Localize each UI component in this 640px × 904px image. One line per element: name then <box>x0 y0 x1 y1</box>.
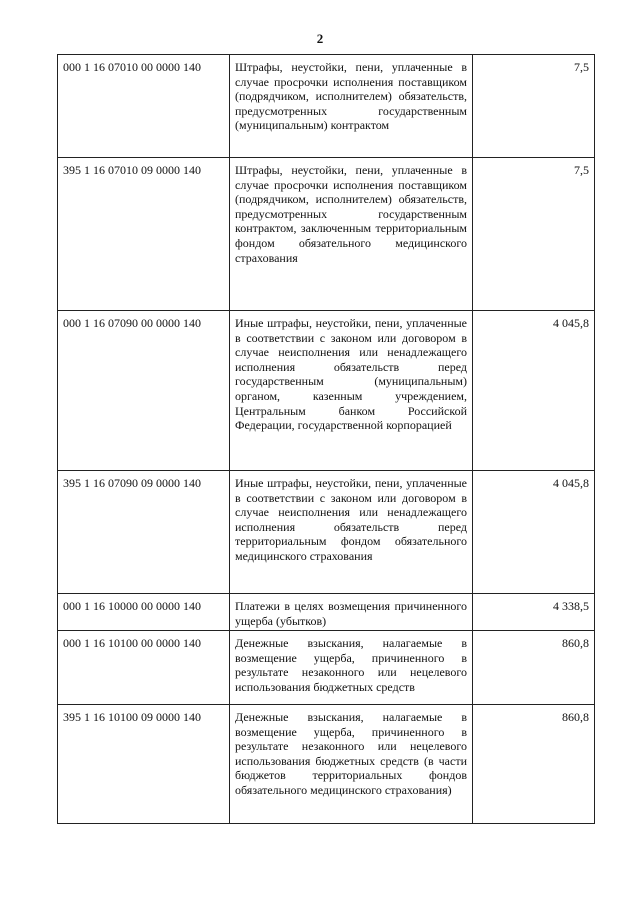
income-description: Платежи в целях возмещения причиненного ущерба (убытков) <box>230 594 473 631</box>
budget-code: 395 1 16 07090 09 0000 140 <box>58 471 230 594</box>
page-number: 2 <box>316 31 324 46</box>
table-row <box>58 311 595 471</box>
amount-value: 4 045,8 <box>473 311 595 471</box>
amount-value: 7,5 <box>473 55 595 158</box>
amount-value: 7,5 <box>473 158 595 311</box>
amount-value: 4 338,5 <box>473 594 595 631</box>
budget-code: 395 1 16 10100 09 0000 140 <box>58 705 230 824</box>
income-description: Штрафы, неустойки, пени, уплаченные в случае просрочки исполнения поставщиком (подрядчиком, исполнителем) обязательств, предусмотренных государственным контрактом, заключенным территориальным фондом обязательного медицинского страхования <box>230 158 473 311</box>
budget-code: 000 1 16 10100 00 0000 140 <box>58 631 230 705</box>
budget-code: 395 1 16 07010 09 0000 140 <box>58 158 230 311</box>
table-row <box>58 705 595 824</box>
income-description: Денежные взыскания, налагаемые в возмещение ущерба, причиненного в результате незаконного или нецелевого использования бюджетных средств <box>230 631 473 705</box>
income-description: Штрафы, неустойки, пени, уплаченные в случае просрочки исполнения поставщиком (подрядчиком, исполнителем) обязательств, предусмотренных государственным (муниципальным) контрактом <box>230 55 473 158</box>
amount-value: 4 045,8 <box>473 471 595 594</box>
budget-code: 000 1 16 07090 00 0000 140 <box>58 311 230 471</box>
table-row <box>58 631 595 705</box>
income-description: Иные штрафы, неустойки, пени, уплаченные в соответствии с законом или договором в случае неисполнения или ненадлежащего исполнения обязательств перед территориальным фондом обязательного медицинского страхования <box>230 471 473 594</box>
amount-value: 860,8 <box>473 631 595 705</box>
table-row <box>58 594 595 631</box>
amount-value: 860,8 <box>473 705 595 824</box>
table-row <box>58 471 595 594</box>
table-row <box>58 158 595 311</box>
income-description: Иные штрафы, неустойки, пени, уплаченные в соответствии с законом или договором в случае неисполнения или ненадлежащего исполнения обязательств перед государственным (муниципальным) органом, казенным учреждением, Центральным банком Российской Федерации, государственной корпорацией <box>230 311 473 471</box>
income-description: Денежные взыскания, налагаемые в возмещение ущерба, причиненного в результате незаконного или нецелевого использования бюджетных средств (в части бюджетов территориальных фондов обязательного медицинского страхования) <box>230 705 473 824</box>
table-row <box>58 55 595 158</box>
budget-code: 000 1 16 07010 00 0000 140 <box>58 55 230 158</box>
revenue-table <box>57 54 595 824</box>
budget-code: 000 1 16 10000 00 0000 140 <box>58 594 230 631</box>
